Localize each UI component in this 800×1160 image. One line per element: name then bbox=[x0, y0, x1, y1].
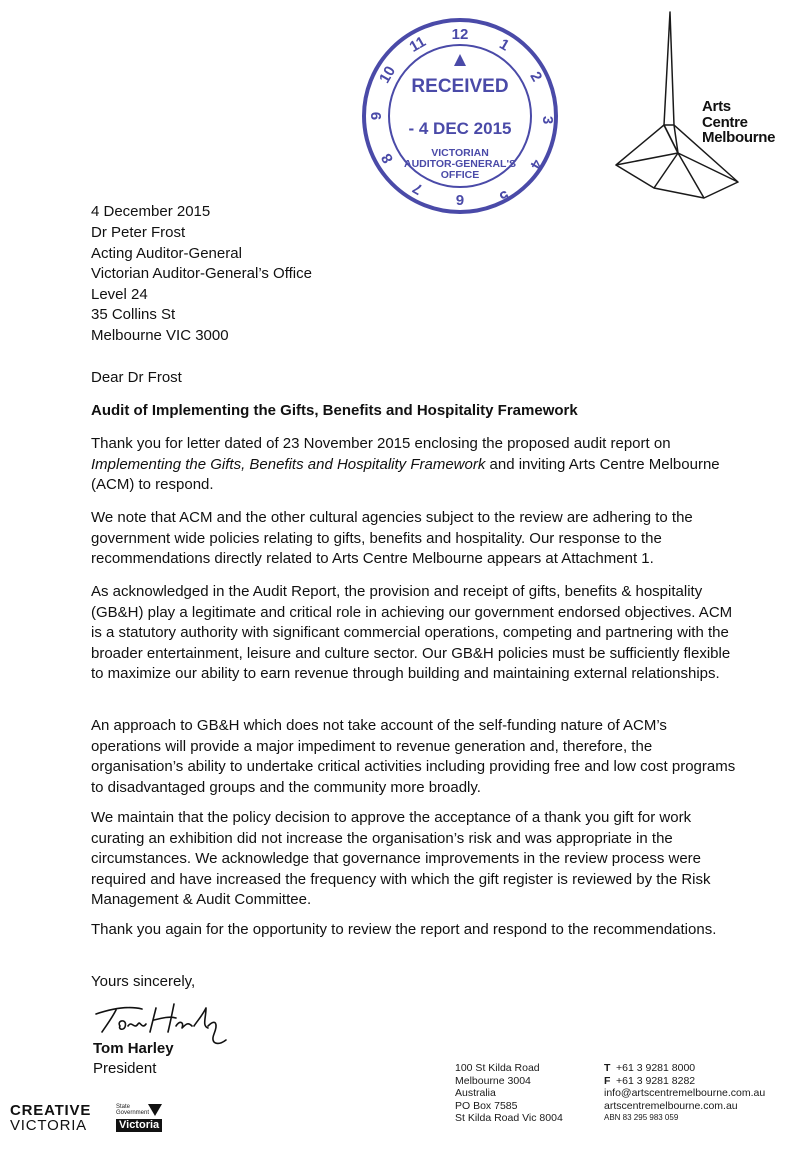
letter-date: 4 December 2015 bbox=[91, 203, 211, 220]
stamp-clock-4: 4 bbox=[526, 156, 546, 173]
paragraph-2: We note that ACM and the other cultural agencies subject to the review are adhering to the government wide policies relating to gifts, benefits and hospitality. Our response to the recommendations directly related to Arts Centre Melbourne appears at Attachment 1. bbox=[91, 509, 693, 567]
recipient-name: Dr Peter Frost bbox=[91, 224, 186, 241]
footer-address bbox=[455, 1062, 563, 1125]
signer-title: President bbox=[93, 1060, 157, 1077]
address-po-box: PO Box 7585 bbox=[455, 1099, 518, 1112]
stamp-office-line-1: VICTORIAN bbox=[431, 147, 489, 159]
stamp-received: RECEIVED bbox=[411, 76, 509, 97]
stamp-clock-7: 7 bbox=[409, 178, 426, 198]
letter-subject: Audit of Implementing the Gifts, Benefits and Hospitality Framework bbox=[91, 402, 578, 419]
stamp-date: - 4 DEC 2015 bbox=[408, 119, 512, 138]
triangle-icon bbox=[148, 1104, 162, 1116]
logo-line-melbourne: Melbourne bbox=[702, 129, 776, 146]
paragraph-3: As acknowledged in the Audit Report, the provision and receipt of gifts, benefits & hospitality (GB&H) play a legitimate and critical role in achieving our government endorsed objectives. ACM is a statutory authority with significant commercial operations, competing and partnering with the broader entertainment, leisure and culture sector. Our GB&H policies must be sufficiently flexible to maximize our ability to earn revenue through building and maintaining external relationships. bbox=[91, 583, 733, 682]
footer-contact bbox=[604, 1062, 765, 1125]
creative-victoria-logo bbox=[10, 1103, 91, 1133]
stamp-office-line-3: OFFICE bbox=[440, 169, 480, 181]
creative-victoria-line-1: CREATIVE bbox=[10, 1102, 92, 1119]
stamp-clock-12: 12 bbox=[451, 26, 469, 43]
stamp-clock-3: 3 bbox=[539, 115, 556, 125]
address-country: Australia bbox=[455, 1087, 496, 1100]
stamp-clock-6: 6 bbox=[455, 191, 465, 208]
recipient-office: Victorian Auditor-General’s Office bbox=[91, 265, 312, 282]
recipient-level: Level 24 bbox=[91, 285, 148, 303]
received-stamp bbox=[355, 12, 565, 220]
signer-name: Tom Harley bbox=[93, 1040, 174, 1057]
fax-label: F bbox=[604, 1074, 611, 1087]
fax-number: +61 3 9281 8282 bbox=[616, 1074, 696, 1087]
victoria-badge: Victoria bbox=[116, 1119, 162, 1132]
address-city: Melbourne 3004 bbox=[455, 1074, 531, 1087]
address-street: 100 St Kilda Road bbox=[455, 1062, 540, 1074]
paragraph-1-end: and inviting Arts Centre Melbourne (ACM) to respond. bbox=[91, 455, 720, 493]
phone-label: T bbox=[604, 1062, 611, 1074]
stamp-clock-10: 10 bbox=[376, 63, 400, 87]
stamp-triangle-icon bbox=[454, 54, 466, 66]
paragraph-1-start: Thank you for letter dated of 23 November 2015 enclosing the proposed audit report on bbox=[91, 435, 671, 452]
recipient-city: Melbourne VIC 3000 bbox=[91, 326, 229, 344]
stamp-office-line-2: AUDITOR-GENERAL'S bbox=[404, 158, 516, 170]
salutation: Dear Dr Frost bbox=[91, 369, 182, 386]
paragraph-5: We maintain that the policy decision to approve the acceptance of a thank you gift for work curating an exhibition did not increase the organisation’s risk and was appropriate in the circumstances. We acknowledge that governance improvements in the review process were required and have increased the frequency with which the gift register is reviewed by the Risk Management & Audit Committee. bbox=[91, 809, 711, 908]
state-gov-line-2: Government bbox=[116, 1110, 150, 1116]
stamp-clock-9: 9 bbox=[368, 111, 385, 121]
state-gov-line-1: State bbox=[116, 1104, 131, 1110]
stamp-clock-2: 2 bbox=[526, 68, 546, 85]
abn: ABN 83 295 983 059 bbox=[604, 1113, 679, 1123]
creative-victoria-line-2: VICTORIA bbox=[10, 1117, 87, 1134]
stamp-clock-8: 8 bbox=[378, 150, 398, 167]
paragraph-6: Thank you again for the opportunity to review the report and respond to the recommendations. bbox=[91, 921, 717, 938]
recipient-address bbox=[91, 223, 312, 346]
stamp-clock-5: 5 bbox=[496, 186, 513, 206]
logo-line-centre: Centre bbox=[702, 113, 748, 131]
logo-line-arts: Arts bbox=[702, 98, 731, 115]
phone-row bbox=[604, 1062, 765, 1075]
paragraph-1 bbox=[91, 434, 741, 496]
email: info@artscentremelbourne.com.au bbox=[604, 1087, 766, 1100]
paragraph-1-report-title: Implementing the Gifts, Benefits and Hospitality Framework bbox=[91, 455, 486, 473]
arts-centre-logo-text bbox=[702, 99, 775, 146]
recipient-street: 35 Collins St bbox=[91, 306, 176, 323]
recipient-title: Acting Auditor-General bbox=[91, 244, 242, 262]
address-po-city: St Kilda Road Vic 8004 bbox=[455, 1112, 563, 1125]
stamp-clock-1: 1 bbox=[496, 35, 513, 55]
paragraph-4: An approach to GB&H which does not take account of the self-funding nature of ACM’s operations will provide a major impediment to revenue generation and, therefore, the organisation’s ability to undertake critical activities including providing free and low cost programs to disadvantaged groups and the community more broadly. bbox=[91, 717, 736, 796]
closing: Yours sincerely, bbox=[91, 973, 196, 990]
website: artscentremelbourne.com.au bbox=[604, 1099, 738, 1112]
state-government-victoria-logo bbox=[116, 1104, 162, 1132]
phone-number: +61 3 9281 8000 bbox=[616, 1062, 696, 1074]
fax-row bbox=[604, 1075, 765, 1088]
stamp-clock-11: 11 bbox=[406, 33, 429, 56]
